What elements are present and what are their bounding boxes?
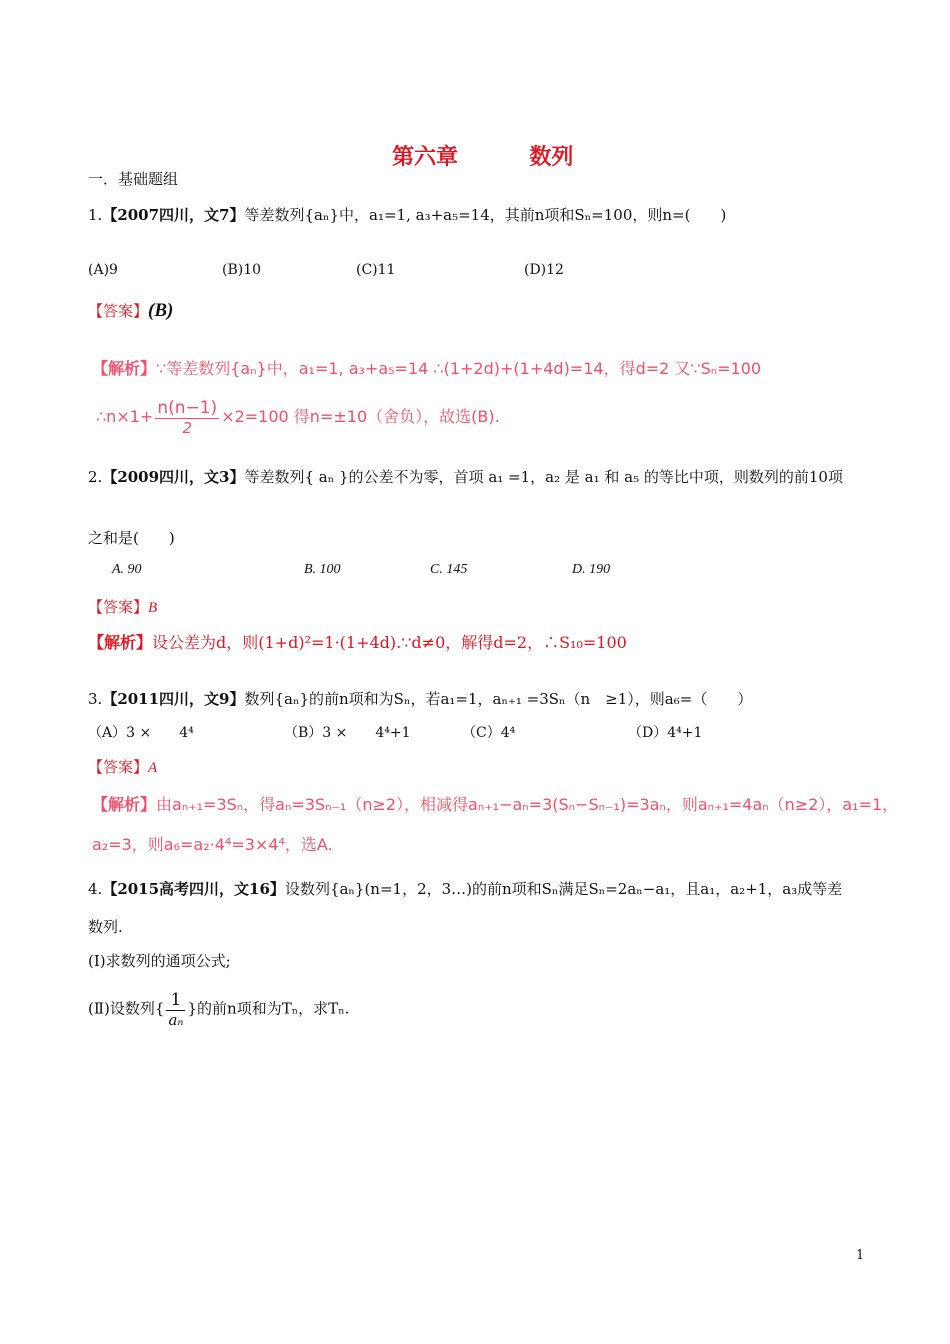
q3-analysis-line-2: a₂=3，则a₆=a₂·4⁴=3×4⁴，选A. bbox=[92, 835, 333, 854]
question-4-stem-cont: 数列. bbox=[88, 918, 123, 936]
question-4-source: 【2015高考四川，文16】 bbox=[102, 880, 285, 898]
q1-answer: 【答案】(B) bbox=[88, 300, 174, 321]
q3-analysis-line-1: 【解析】由aₙ₊₁=3Sₙ，得aₙ=3Sₙ₋₁（n≥2），相减得aₙ₊₁−aₙ=3(Sₙ−Sₙ₋₁)=3aₙ，则aₙ₊₁=4aₙ（n≥2），a₁=1， bbox=[92, 795, 899, 814]
question-3-stem: 3.【2011四川，文9】数列{aₙ}的前n项和为Sₙ，若a₁=1，aₙ₊₁ =3Sₙ（n ≥1），则a₆=（ ） bbox=[88, 690, 753, 708]
q2-answer: 【答案】B bbox=[88, 598, 158, 616]
q1-analysis-line-1: 【解析】∵等差数列{aₙ}中，a₁=1, a₃+a₅=14 ∴(1+2d)+(1+4d)=14，得d=2 又∵Sₙ=100 bbox=[92, 359, 762, 378]
section-heading: 一．基础题组 bbox=[88, 170, 179, 188]
q1-analysis-line-2: ∴n×1+ $\frac{n(n-1)}{2}$ ×2=100 得n=±10（舍负），故选(B). bbox=[96, 398, 500, 437]
q3-option-c: （C）4⁴ bbox=[462, 725, 516, 741]
chapter-name: 数列 bbox=[529, 145, 574, 170]
question-4-part-2: (Ⅱ)设数列{ $\frac{1}{\text{aₙ}}$ }的前n项和为Tₙ，求Tₙ. bbox=[88, 990, 350, 1029]
q3-answer: 【答案】A bbox=[88, 758, 158, 776]
question-1-source: 【2007四川，文7】 bbox=[102, 206, 245, 224]
question-1-stem: 1.【2007四川，文7】等差数列{aₙ}中，a₁=1, a₃+a₅=14，其前n项和Sₙ=100，则n=( ) bbox=[88, 206, 727, 224]
q3-option-a: （A）3 × 4⁴ bbox=[88, 725, 194, 741]
question-4-part-1: (Ⅰ)求数列的通项公式; bbox=[88, 952, 231, 970]
q2-analysis: 【解析】设公差为d，则(1+d)²=1·(1+4d).∵d≠0，解得d=2，∴S₁₀=100 bbox=[88, 633, 627, 652]
q2-option-d: D. 190 bbox=[572, 562, 611, 577]
chapter-title bbox=[392, 140, 573, 171]
q1-option-a: (A)9 bbox=[88, 262, 118, 278]
question-2-source: 【2009四川，文3】 bbox=[102, 468, 245, 486]
q1-option-b: (B)10 bbox=[222, 262, 262, 278]
q3-option-b: （B）3 × 4⁴+1 bbox=[284, 725, 411, 741]
question-3-source: 【2011四川，文9】 bbox=[102, 690, 245, 708]
question-2-stem-cont: 之和是( ) bbox=[88, 529, 175, 547]
q1-option-d: (D)12 bbox=[524, 262, 564, 278]
q3-option-d: （D）4⁴+1 bbox=[628, 725, 703, 741]
q1-option-c: (C)11 bbox=[356, 262, 396, 278]
chapter-number: 第六章 bbox=[392, 145, 459, 170]
page-number: 1 bbox=[856, 1248, 865, 1263]
q2-option-c: C. 145 bbox=[430, 562, 468, 577]
q2-option-b: B. 100 bbox=[304, 562, 341, 577]
question-4-stem: 4.【2015高考四川，文16】设数列{aₙ}(n=1，2，3…)的前n项和Sₙ满足Sₙ=2aₙ−a₁，且a₁，a₂+1，a₃成等差 bbox=[88, 880, 843, 898]
question-2-stem: 2.【2009四川，文3】等差数列{ aₙ }的公差不为零，首项 a₁ =1，a₂ 是 a₁ 和 a₅ 的等比中项，则数列的前10项 bbox=[88, 468, 843, 486]
q2-option-a: A. 90 bbox=[112, 562, 142, 577]
